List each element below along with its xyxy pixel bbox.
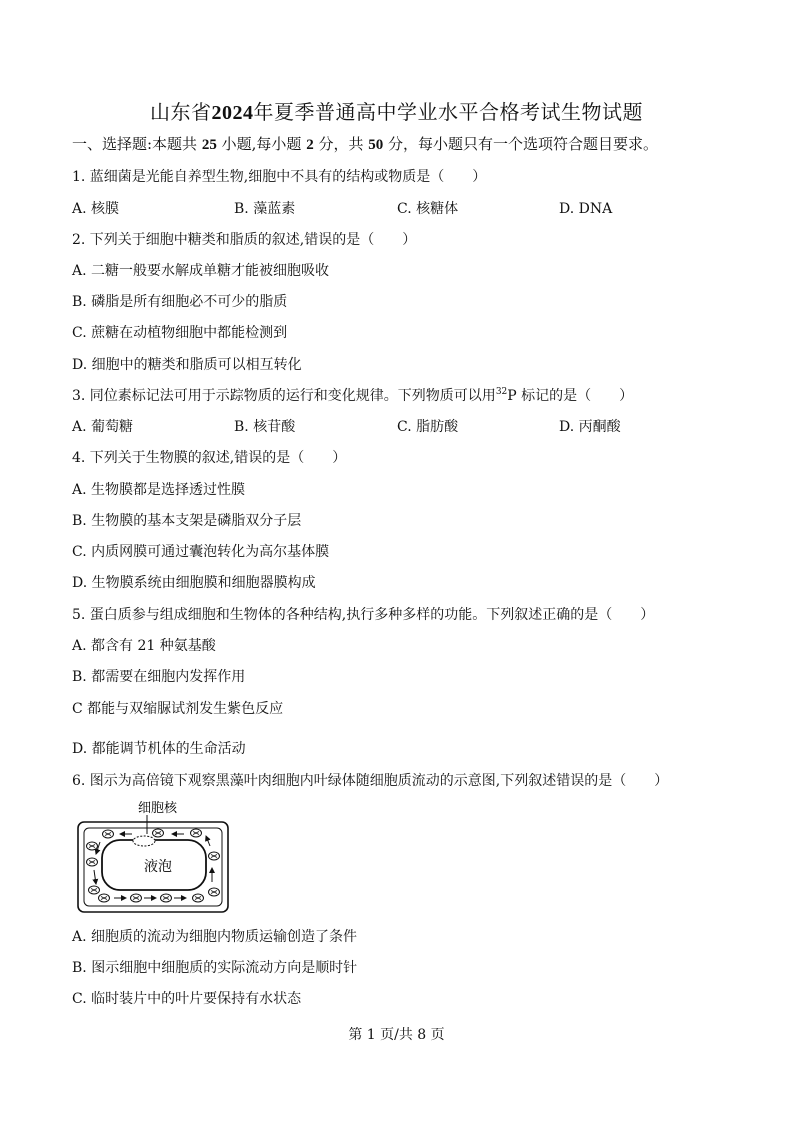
q1-option-a[interactable]: A. 核膜	[72, 201, 120, 217]
vacuole-label: 液泡	[144, 859, 172, 875]
q3-option-d[interactable]: D. 丙酮酸	[559, 419, 621, 435]
q2-option-a[interactable]: A. 二糖一般要水解成单糖才能被细胞吸收	[72, 263, 330, 279]
q3-stem	[72, 387, 633, 405]
q1-option-c[interactable]: C. 核糖体	[397, 201, 459, 217]
title-suffix: 年夏季普通高中学业水平合格考试生物试题	[253, 100, 643, 124]
section-text-c: 分，共	[318, 135, 364, 153]
q6-stem: 6. 图示为高倍镜下观察黑藻叶肉细胞内叶绿体随细胞质流动的示意图,下列叙述错误的是（ ）	[72, 773, 669, 789]
q1-stem: 1. 蓝细菌是光能自养型生物,细胞中不具有的结构或物质是（ ）	[72, 169, 487, 185]
q5-stem: 5. 蛋白质参与组成细胞和生物体的各种结构,执行多种多样的功能。下列叙述正确的是（ ）	[72, 607, 655, 623]
q3-option-c[interactable]: C. 脂肪酸	[397, 419, 459, 435]
page-footer: 第 1 页/共 8 页	[348, 1027, 445, 1043]
q6-option-a[interactable]: A. 细胞质的流动为细胞内物质运输创造了条件	[72, 929, 358, 945]
section-points-each: 2	[306, 137, 314, 153]
q5-option-b[interactable]: B. 都需要在细胞内发挥作用	[72, 669, 246, 685]
section-total: 50	[368, 137, 384, 153]
nucleus	[133, 836, 155, 846]
q6-option-c[interactable]: C. 临时装片中的叶片要保持有水状态	[72, 991, 302, 1007]
section-text-b: 小题,每小题	[221, 135, 302, 153]
q6-option-b[interactable]: B. 图示细胞中细胞质的实际流动方向是顺时针	[72, 960, 358, 976]
q3-stem-before: 3. 同位素标记法可用于示踪物质的运行和变化规律。下列物质可以用	[72, 388, 496, 404]
section-heading	[72, 134, 658, 155]
section-count: 25	[201, 137, 217, 153]
q4-option-a[interactable]: A. 生物膜都是选择透过性膜	[72, 482, 246, 498]
title-prefix: 山东省	[150, 100, 212, 124]
nucleus-label: 细胞核	[138, 801, 178, 816]
q1-options	[72, 200, 732, 218]
q3-options	[72, 418, 732, 436]
q1-option-b[interactable]: B. 藻蓝素	[234, 201, 296, 217]
q2-option-d[interactable]: D. 细胞中的糖类和脂质可以相互转化	[72, 357, 302, 373]
cell-diagram	[74, 798, 234, 916]
q4-option-c[interactable]: C. 内质网膜可通过囊泡转化为高尔基体膜	[72, 544, 330, 560]
q4-option-b[interactable]: B. 生物膜的基本支架是磷脂双分子层	[72, 513, 302, 529]
section-text-a: 一、选择题:本题共	[72, 135, 198, 153]
q3-option-a[interactable]: A. 葡萄糖	[72, 419, 134, 435]
q3-isotope-mass: 32	[495, 387, 508, 397]
page-title	[0, 96, 793, 125]
q3-stem-after: P 标记的是（ ）	[507, 388, 634, 404]
title-year: 2024	[211, 102, 254, 124]
section-text-d: 分，每小题只有一个选项符合题目要求。	[388, 135, 659, 153]
q5-option-c[interactable]: C 都能与双缩脲试剂发生紫色反应	[72, 701, 284, 717]
cell-figure	[74, 798, 234, 920]
q4-stem: 4. 下列关于生物膜的叙述,错误的是（ ）	[72, 450, 347, 466]
q2-option-c[interactable]: C. 蔗糖在动植物细胞中都能检测到	[72, 325, 288, 341]
q5-option-d[interactable]: D. 都能调节机体的生命活动	[72, 741, 246, 757]
q4-option-d[interactable]: D. 生物膜系统由细胞膜和细胞器膜构成	[72, 575, 316, 591]
q1-option-d[interactable]: D. DNA	[559, 201, 613, 217]
q2-option-b[interactable]: B. 磷脂是所有细胞必不可少的脂质	[72, 294, 288, 310]
q3-option-b[interactable]: B. 核苷酸	[234, 419, 296, 435]
q5-option-a[interactable]: A. 都含有 21 种氨基酸	[72, 638, 216, 654]
q2-stem: 2. 下列关于细胞中糖类和脂质的叙述,错误的是（ ）	[72, 232, 417, 248]
